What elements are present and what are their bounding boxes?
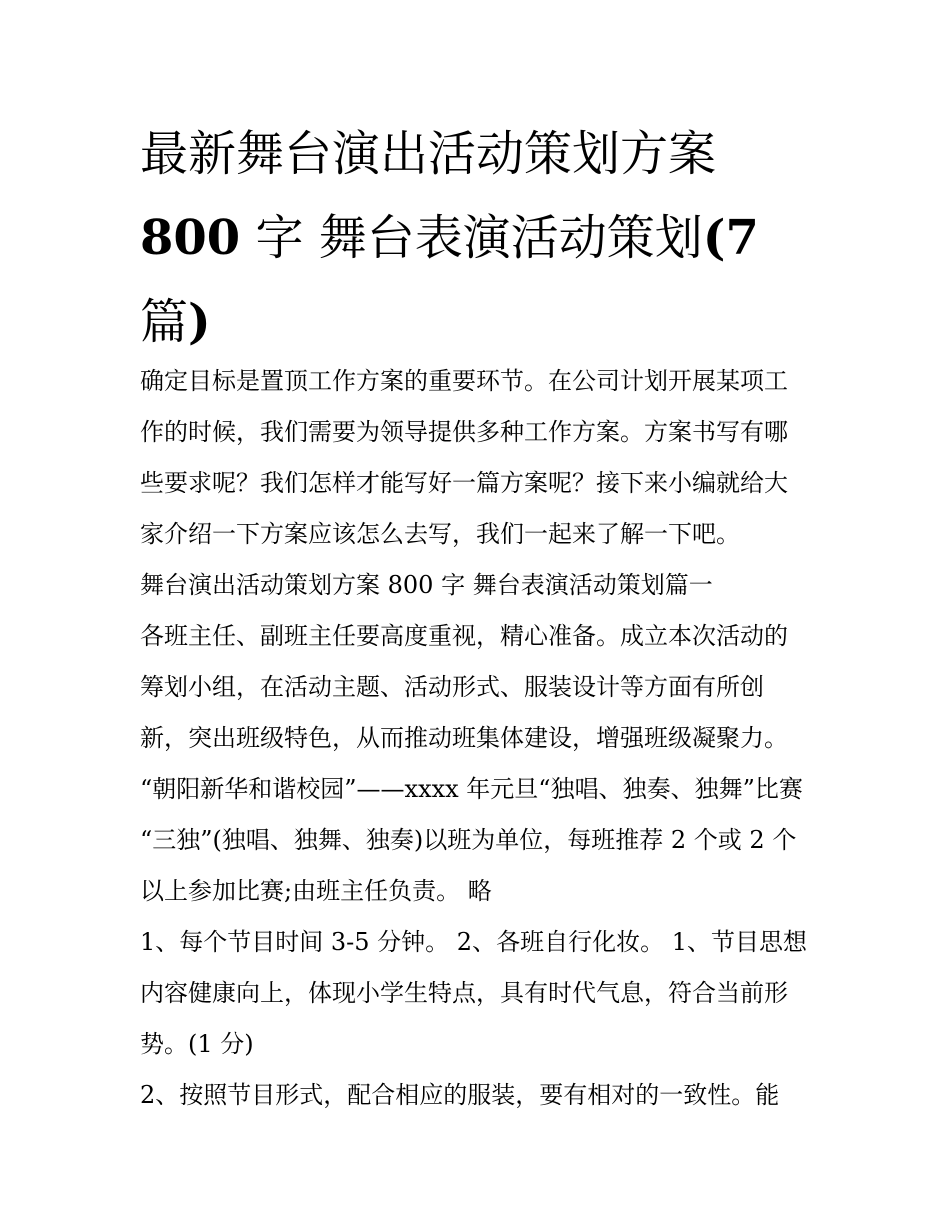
title-text: 800 (140, 210, 241, 266)
document-body (140, 356, 820, 1121)
title-text: 最新舞台演出活动策划方案 (140, 126, 717, 182)
title-text: 字 舞台表演活动策划 (240, 210, 703, 266)
section-heading: 舞台演出活动策划方案 800 字 舞台表演活动策划篇一 (140, 571, 713, 599)
body-line: 些要求呢？我们怎样才能写好一篇方案呢？接下来小编就给大 (140, 469, 788, 497)
body-line: 各班主任、副班主任要高度重视，精心准备。成立本次活动的 (140, 622, 788, 650)
title-text: ) (188, 294, 211, 350)
body-line: 筹划小组，在活动主题、活动形式、服装设计等方面有所创 (140, 673, 764, 701)
body-line: “三独”(独唱、独舞、独奏)以班为单位，每班推荐 2 个或 2 个 (140, 826, 797, 854)
body-line: 作的时候，我们需要为领导提供多种工作方案。方案书写有哪 (140, 418, 788, 446)
body-line: 新，突出班级特色，从而推动班集体建设，增强班级凝聚力。 (140, 724, 788, 752)
title-line-3 (140, 280, 780, 364)
body-line: 内容健康向上，体现小学生特点，具有时代气息，符合当前形 (140, 979, 788, 1007)
title-text: (7 (702, 210, 759, 266)
body-line: “朝阳新华和谐校园”——xxxx 年元旦“独唱、独奏、独舞”比赛 (140, 775, 803, 803)
body-line: 势。(1 分) (140, 1030, 254, 1058)
body-line: 2、按照节目形式，配合相应的服装，要有相对的一致性。能 (140, 1081, 780, 1109)
body-line: 家介绍一下方案应该怎么去写，我们一起来了解一下吧。 (140, 520, 740, 548)
title-line-2 (140, 196, 780, 280)
body-line: 以上参加比赛;由班主任负责。 略 (140, 877, 492, 905)
body-line: 确定目标是置顶工作方案的重要环节。在公司计划开展某项工 (140, 367, 788, 395)
title-text: 篇 (140, 294, 189, 350)
body-line: 1、每个节目时间 3-5 分钟。 2、各班自行化妆。 1、节目思想 (140, 928, 807, 956)
title-line-1 (140, 112, 780, 196)
document-title (140, 112, 780, 364)
